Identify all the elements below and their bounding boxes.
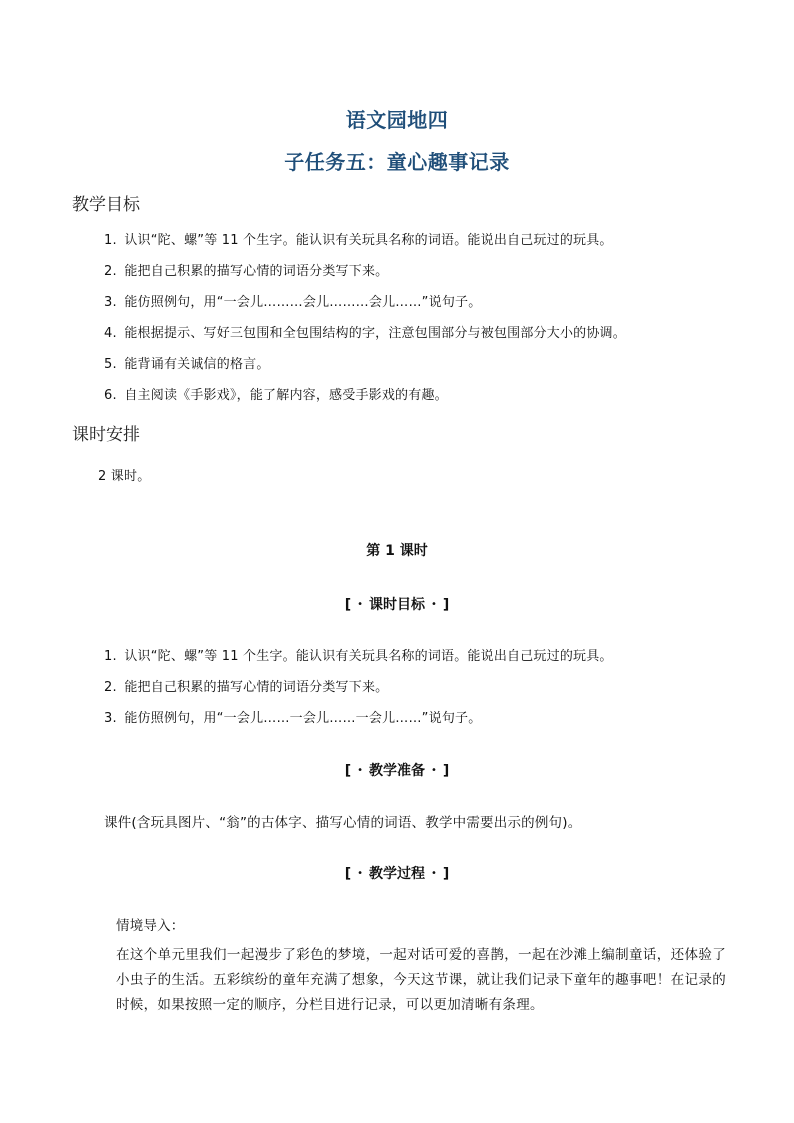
goals-heading bbox=[0, 594, 794, 614]
goal-text: 认识“陀、螺”等 11 个生字。能认识有关玩具名称的词语。能说出自己玩过的玩具。 bbox=[124, 649, 613, 664]
objective-num: 4. bbox=[104, 326, 117, 341]
goal-text: 能把自己积累的描写心情的词语分类写下来。 bbox=[124, 680, 389, 695]
bullet-dot: • bbox=[357, 765, 363, 776]
bracket-close: ] bbox=[442, 597, 450, 613]
page-title: 语文园地四 bbox=[345, 108, 449, 132]
goal-item-2 bbox=[104, 676, 388, 695]
objective-item-4 bbox=[104, 322, 626, 341]
bullet-dot: • bbox=[431, 599, 437, 610]
goal-num: 2. bbox=[104, 680, 117, 695]
goals-heading-label: 课时目标 bbox=[369, 597, 425, 613]
intro-paragraph: 在这个单元里我们一起漫步了彩色的梦境，一起对话可爱的喜鹊，一起在沙滩上编制童话，还体验了小虫子的生活。五彩缤纷的童年充满了想象，今天这节课，就让我们记录下童年的趣事吧！在记录的时候，如果按照一定的顺序，分栏目进行记录，可以更加清晰有条理。 bbox=[116, 947, 726, 1013]
objective-text: 能把自己积累的描写心情的词语分类写下来。 bbox=[124, 264, 389, 279]
bullet-dot: • bbox=[357, 868, 363, 879]
objective-num: 5. bbox=[104, 357, 117, 372]
page-subtitle: 子任务五：童心趣事记录 bbox=[284, 150, 510, 174]
prep-heading bbox=[0, 760, 794, 780]
bullet-dot: • bbox=[357, 599, 363, 610]
process-heading-label: 教学过程 bbox=[369, 866, 425, 882]
goal-num: 3. bbox=[104, 711, 117, 726]
prep-heading-label: 教学准备 bbox=[369, 763, 425, 779]
objective-text: 认识“陀、螺”等 11 个生字。能认识有关玩具名称的词语。能说出自己玩过的玩具。 bbox=[124, 233, 613, 248]
objective-item-1 bbox=[104, 229, 613, 248]
objective-num: 3. bbox=[104, 295, 117, 310]
prep-text: 课件(含玩具图片、“翁”的古体字、描写心情的词语、教学中需要出示的例句)。 bbox=[104, 815, 582, 831]
objective-item-6 bbox=[104, 384, 448, 403]
bullet-dot: • bbox=[431, 765, 437, 776]
bullet-dot: • bbox=[431, 868, 437, 879]
bracket-open: [ bbox=[344, 763, 352, 779]
goal-item-3 bbox=[104, 707, 481, 726]
objectives-heading: 教学目标 bbox=[72, 195, 140, 215]
objective-item-5 bbox=[104, 353, 270, 372]
objective-num: 2. bbox=[104, 264, 117, 279]
goal-text: 能仿照例句，用“一会儿……一会儿……一会儿……”说句子。 bbox=[124, 711, 482, 726]
objective-num: 6. bbox=[104, 388, 117, 403]
intro-label: 情境导入： bbox=[116, 918, 185, 934]
bracket-close: ] bbox=[442, 763, 450, 779]
objective-text: 能仿照例句，用“一会儿………会儿………会儿……”说句子。 bbox=[124, 295, 482, 310]
objective-text: 能背诵有关诚信的格言。 bbox=[124, 357, 270, 372]
objective-item-3 bbox=[104, 291, 481, 310]
goal-num: 1. bbox=[104, 649, 117, 664]
objective-item-2 bbox=[104, 260, 388, 279]
objective-text: 能根据提示、写好三包围和全包围结构的字，注意包围部分与被包围部分大小的协调。 bbox=[124, 326, 626, 341]
goal-item-1 bbox=[104, 645, 613, 664]
bracket-open: [ bbox=[344, 597, 352, 613]
lesson-title: 第 1 课时 bbox=[366, 543, 428, 559]
schedule-text: 2 课时。 bbox=[98, 469, 151, 484]
schedule-heading: 课时安排 bbox=[72, 425, 140, 445]
objective-num: 1. bbox=[104, 233, 117, 248]
process-heading bbox=[0, 863, 794, 883]
bracket-close: ] bbox=[442, 866, 450, 882]
bracket-open: [ bbox=[344, 866, 352, 882]
objective-text: 自主阅读《手影戏》，能了解内容，感受手影戏的有趣。 bbox=[124, 388, 448, 403]
